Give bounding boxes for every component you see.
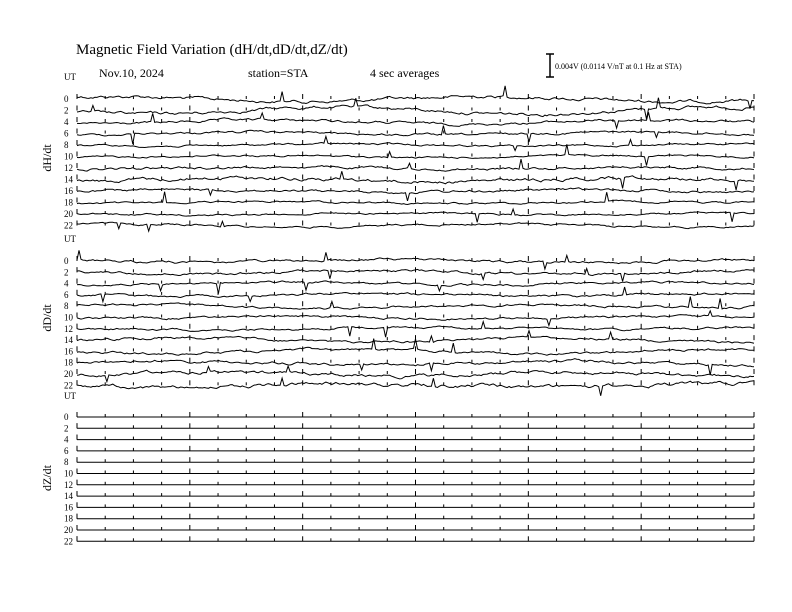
row-label: 10 [64, 312, 73, 323]
row-label: 2 [64, 267, 69, 278]
row-label: 18 [64, 197, 73, 208]
row-label: 8 [64, 301, 69, 312]
row-label: 22 [64, 380, 73, 391]
trace-line [77, 98, 754, 119]
row-label: 16 [64, 186, 73, 196]
row-label: 20 [64, 209, 73, 219]
row-label: 12 [64, 323, 73, 334]
row-label: 16 [64, 346, 73, 357]
chart-panels [40, 72, 754, 546]
row-label: 8 [64, 457, 69, 468]
scale-bar-label: 0.004V (0.0114 V/nT at 0.1 Hz at STA) [555, 62, 682, 71]
panel-ylabel: dD/dt [40, 304, 54, 332]
row-label: 22 [64, 220, 73, 231]
row-label: 16 [64, 502, 73, 513]
row-label: 10 [64, 468, 73, 479]
ut-axis-label: UT [64, 72, 76, 82]
row-label: 0 [64, 94, 69, 104]
row-label: 4 [64, 434, 69, 445]
ut-axis-label: UT [64, 234, 76, 244]
panel-ylabel: dH/dt [40, 144, 54, 172]
panel-ylabel: dZ/dt [40, 465, 54, 491]
row-label: 14 [64, 174, 73, 185]
chart-date: Nov.10, 2024 [99, 66, 164, 80]
chart-station: station=STA [248, 66, 309, 80]
row-label: 20 [64, 369, 73, 379]
trace-line [77, 287, 754, 302]
panel-dD-dt [40, 234, 754, 396]
row-label: 0 [64, 412, 69, 422]
row-label: 12 [64, 479, 73, 490]
row-label: 6 [64, 445, 69, 456]
row-label: 20 [64, 525, 73, 535]
row-label: 6 [64, 289, 69, 300]
row-label: 2 [64, 423, 69, 434]
row-label: 2 [64, 105, 69, 116]
row-label: 14 [64, 491, 73, 502]
panel-dH-dt [40, 72, 754, 231]
row-label: 6 [64, 128, 69, 139]
row-label: 10 [64, 151, 73, 162]
ut-axis-label: UT [64, 391, 76, 401]
chart-title: Magnetic Field Variation (dH/dt,dD/dt,dZ/dt) [76, 42, 348, 58]
row-label: 18 [64, 513, 73, 524]
row-label: 4 [64, 278, 69, 289]
row-label: 18 [64, 357, 73, 368]
row-label: 22 [64, 536, 73, 547]
chart-averaging: 4 sec averages [370, 66, 440, 80]
panel-dZ-dt [40, 391, 754, 546]
row-label: 4 [64, 117, 69, 127]
row-label: 12 [64, 163, 73, 173]
row-label: 8 [64, 140, 69, 150]
scale-bar [546, 54, 682, 77]
row-label: 14 [64, 335, 73, 346]
row-label: 0 [64, 256, 69, 266]
